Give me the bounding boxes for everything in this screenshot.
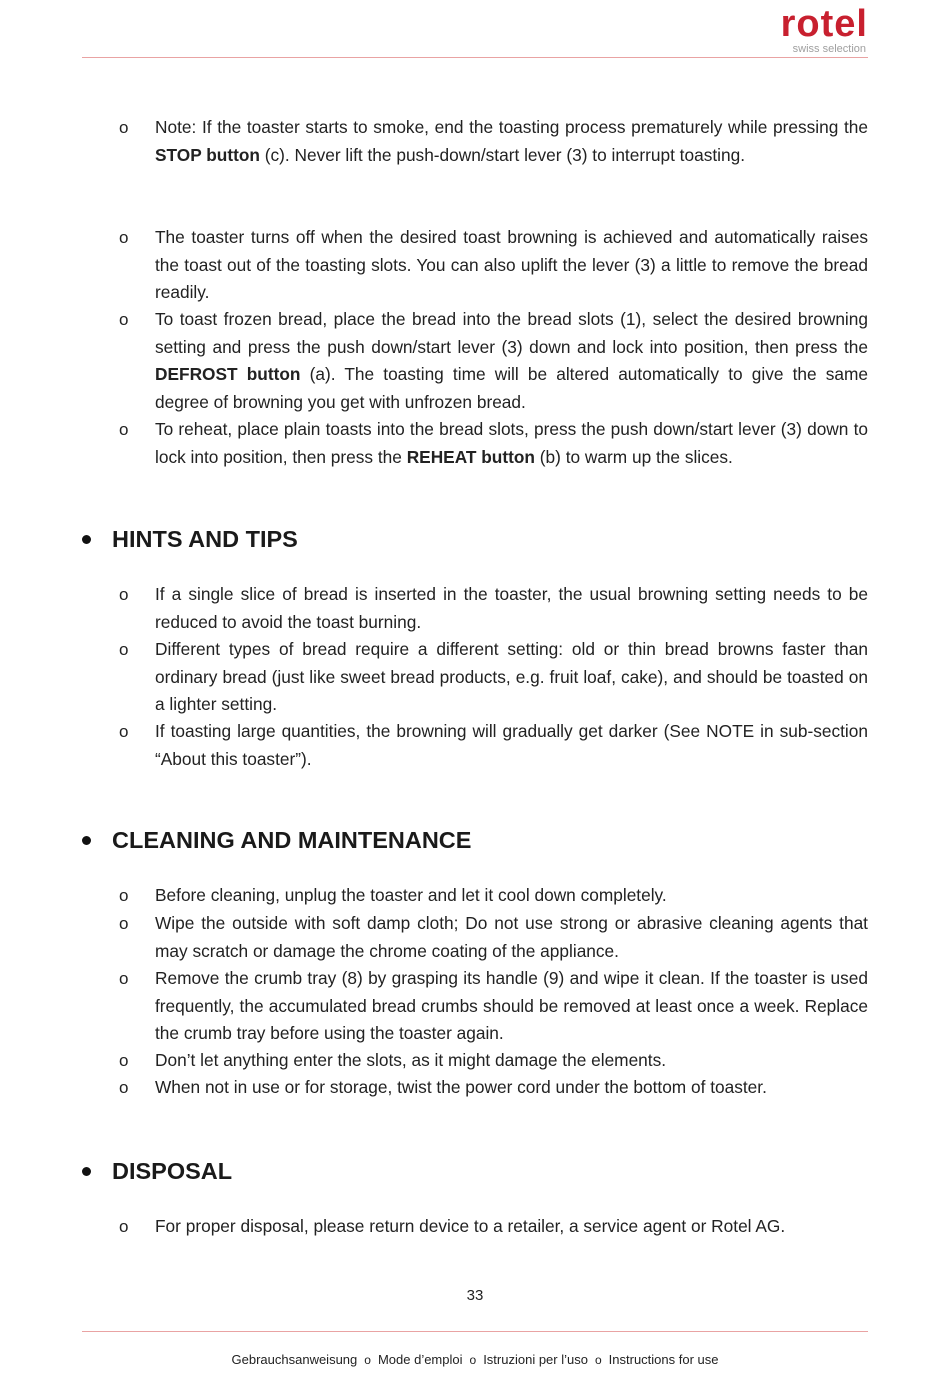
bullet-marker: o xyxy=(119,640,129,659)
brand-logo-tagline: swiss selection xyxy=(792,43,866,55)
hint-item: If a single slice of bread is inserted in the toaster, the usual browning setting needs to be reduced to avoid the toast burning. xyxy=(155,584,868,632)
bullet-marker: o xyxy=(119,1217,129,1236)
bullet-marker: o xyxy=(119,118,129,137)
hint-item: If toasting large quantities, the browning will gradually get darker (See NOTE in sub-section “About this toaster”). xyxy=(155,721,868,769)
reheat-paragraph: To reheat, place plain toasts into the bread slots, press the push down/start lever (3) down to lock into position, then press the REHEAT button (b) to warm up the slices. xyxy=(155,419,868,467)
bullet-marker: o xyxy=(119,969,129,988)
cleaning-item: When not in use or for storage, twist the power cord under the bottom of toaster. xyxy=(155,1077,767,1097)
hint-item: Different types of bread require a different setting: old or thin bread browns faster than ordinary bread (just like sweet bread products, e.g. fruit loaf, cake), and should be toasted on a lighter setting. xyxy=(155,639,868,714)
footer-language-french: Mode d’emploi xyxy=(377,1352,463,1367)
footer-language-german: Gebrauchsanweisung xyxy=(231,1352,358,1367)
bullet-marker: o xyxy=(119,1051,129,1070)
footer-separator: o xyxy=(364,1353,371,1367)
footer-separator: o xyxy=(469,1353,477,1367)
cleaning-item: Don’t let anything enter the slots, as it might damage the elements. xyxy=(155,1050,667,1070)
section-bullet xyxy=(82,1167,91,1176)
footer-divider xyxy=(82,1331,868,1332)
footer-language-italian: Istruzioni per l’uso xyxy=(483,1352,588,1367)
brand-logo xyxy=(722,3,868,56)
footer-languages xyxy=(0,1352,950,1367)
section-bullet xyxy=(82,535,91,544)
section-title: DISPOSAL xyxy=(112,1158,233,1184)
bullet-marker: o xyxy=(119,1078,129,1097)
bullet-marker: o xyxy=(119,420,129,439)
section-bullet xyxy=(82,836,91,845)
footer-separator: o xyxy=(594,1353,602,1367)
header-divider xyxy=(82,57,868,58)
stop-button-label: STOP button xyxy=(155,144,260,165)
cleaning-item: Remove the crumb tray (8) by grasping its handle (9) and wipe it clean. If the toaster is used frequently, the accumulated bread crumbs should be removed at least once a week. Replace the crumb tray before using the toaster again. xyxy=(155,968,868,1043)
brand-logo-wordmark: rotel xyxy=(780,3,868,45)
cleaning-item: Wipe the outside with soft damp cloth; Do not use strong or abrasive cleaning agents that may scratch or damage the chrome coating of the appliance. xyxy=(155,913,868,961)
page-number: 33 xyxy=(466,1287,484,1304)
section-title: CLEANING AND MAINTENANCE xyxy=(112,827,472,853)
bullet-marker: o xyxy=(119,585,129,604)
cleaning-item: Before cleaning, unplug the toaster and let it cool down completely. xyxy=(155,885,667,905)
bullet-marker: o xyxy=(119,310,129,329)
auto-off-paragraph: The toaster turns off when the desired toast browning is achieved and automatically raises the toast out of the toasting slots. You can also uplift the lever (3) a little to remove the bread readily. xyxy=(155,227,868,302)
note-smoke-paragraph: Note: If the toaster starts to smoke, end the toasting process prematurely while pressing the STOP button (c). Never lift the push-down/start lever (3) to interrupt toasting. xyxy=(155,117,868,165)
bullet-marker: o xyxy=(119,722,129,741)
footer-language-english: Instructions for use xyxy=(608,1352,719,1367)
bullet-marker: o xyxy=(119,228,129,247)
section-title: HINTS AND TIPS xyxy=(112,526,298,552)
bullet-marker: o xyxy=(119,914,129,933)
reheat-button-label: REHEAT button xyxy=(406,446,535,467)
frozen-bread-paragraph: To toast frozen bread, place the bread into the bread slots (1), select the desired browning setting and press the push down/start lever (3) down and lock into position, then press the DEFROST button (a). The toasting time will be altered automatically to give the same degree of browning you get with unfrozen bread. xyxy=(155,309,869,412)
disposal-item: For proper disposal, please return device to a retailer, a service agent or Rotel AG. xyxy=(155,1216,786,1236)
bullet-marker: o xyxy=(119,886,129,905)
defrost-button-label: DEFROST button xyxy=(155,364,301,384)
